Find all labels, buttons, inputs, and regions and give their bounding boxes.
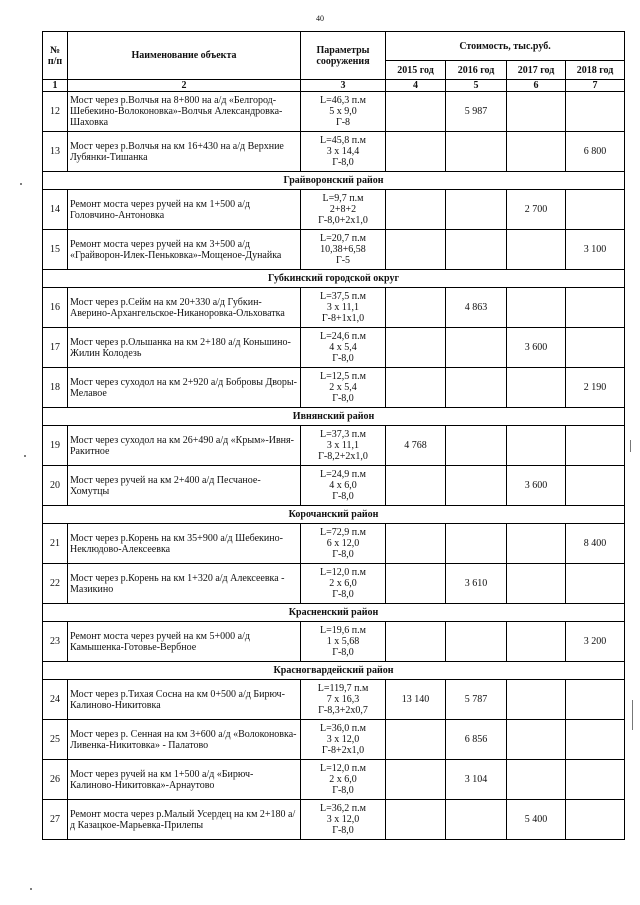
table-row <box>43 288 625 328</box>
cost-2018: 6 800 <box>566 132 625 172</box>
table-row <box>43 622 625 662</box>
cost-2017 <box>507 426 566 466</box>
cost-2017 <box>507 92 566 132</box>
row-number: 21 <box>43 524 68 564</box>
cost-2018 <box>566 800 625 840</box>
cost-2016: 3 104 <box>446 760 507 800</box>
column-number: 4 <box>386 80 446 92</box>
cost-2015 <box>386 760 446 800</box>
table-row <box>43 800 625 840</box>
object-name: Мост через р.Сейм на км 20+330 а/д Губкин-Аверино-Архангельское-Никаноровка-Ольховатка <box>68 288 301 328</box>
cost-2016 <box>446 800 507 840</box>
district-row <box>43 506 625 524</box>
cost-2018 <box>566 288 625 328</box>
cost-2018: 2 190 <box>566 368 625 408</box>
cost-2015 <box>386 800 446 840</box>
structure-parameters <box>301 288 386 328</box>
parameter-line: Г-8,0 <box>332 353 354 364</box>
row-number: 13 <box>43 132 68 172</box>
column-number: 1 <box>43 80 68 92</box>
object-name: Мост через р.Волчья на 8+800 на а/д «Белгород-Шебекино-Волоконовка»-Волчья Александровка-Шаховка <box>68 92 301 132</box>
row-number: 27 <box>43 800 68 840</box>
cost-2016: 6 856 <box>446 720 507 760</box>
district-row <box>43 270 625 288</box>
cost-2015 <box>386 92 446 132</box>
scan-speck <box>24 455 26 457</box>
row-number: 24 <box>43 680 68 720</box>
parameter-line: 10,38+6,58 <box>320 244 366 255</box>
column-number: 6 <box>507 80 566 92</box>
parameter-line: Г-8,0 <box>332 589 354 600</box>
cost-2016: 4 863 <box>446 288 507 328</box>
bridges-cost-table <box>42 31 625 840</box>
parameter-line: Г-8,0 <box>332 491 354 502</box>
parameter-line: L=24,6 п.м <box>320 331 366 342</box>
row-number: 26 <box>43 760 68 800</box>
header-cost: Стоимость, тыс.руб. <box>386 32 625 61</box>
cost-2016: 5 787 <box>446 680 507 720</box>
parameter-line: L=119,7 п.м <box>317 683 369 694</box>
object-name: Ремонт моста через р.Малый Усердец на км 2+180 а/д Казацкое-Марьевка-Прилепы <box>68 800 301 840</box>
structure-parameters <box>301 720 386 760</box>
header-year-2018: 2018 год <box>566 61 625 80</box>
parameter-line: 7 x 16,3 <box>326 694 360 705</box>
cost-2016 <box>446 132 507 172</box>
cost-2015 <box>386 524 446 564</box>
cost-2018 <box>566 760 625 800</box>
cost-2018 <box>566 680 625 720</box>
parameter-line: L=20,7 п.м <box>320 233 366 244</box>
structure-parameters <box>301 426 386 466</box>
district-row <box>43 172 625 190</box>
parameter-line: L=45,8 п.м <box>320 135 366 146</box>
header-year-2017: 2017 год <box>507 61 566 80</box>
cost-2015 <box>386 132 446 172</box>
structure-parameters <box>301 680 386 720</box>
table-row <box>43 720 625 760</box>
table-row <box>43 132 625 172</box>
cost-2016 <box>446 524 507 564</box>
object-name: Мост через р.Корень на км 1+320 а/д Алексеевка - Мазикино <box>68 564 301 604</box>
structure-parameters <box>301 92 386 132</box>
column-number: 3 <box>301 80 386 92</box>
parameter-line: L=19,6 п.м <box>320 625 366 636</box>
object-name: Мост через ручей на км 1+500 а/д «Бирюч-Калиново-Никитовка»-Арнаутово <box>68 760 301 800</box>
parameter-line: L=12,5 п.м <box>320 371 366 382</box>
structure-parameters <box>301 190 386 230</box>
page-number: 40 <box>316 14 324 23</box>
cost-2018: 3 200 <box>566 622 625 662</box>
object-name: Мост через р. Сенная на км 3+600 а/д «Волоконовка-Ливенка-Никитовка» - Палатово <box>68 720 301 760</box>
district-row <box>43 408 625 426</box>
column-number: 7 <box>566 80 625 92</box>
cost-2017 <box>507 680 566 720</box>
header-year-2016: 2016 год <box>446 61 507 80</box>
table-row <box>43 760 625 800</box>
cost-2016: 5 987 <box>446 92 507 132</box>
parameter-line: Г-8,0 <box>332 549 354 560</box>
cost-2016 <box>446 230 507 270</box>
structure-parameters <box>301 622 386 662</box>
cost-2016 <box>446 368 507 408</box>
header-number: № п/п <box>43 32 68 80</box>
structure-parameters <box>301 800 386 840</box>
parameter-line: L=37,3 п.м <box>320 429 366 440</box>
row-number: 12 <box>43 92 68 132</box>
cost-2018 <box>566 190 625 230</box>
parameter-line: L=12,0 п.м <box>320 567 366 578</box>
row-number: 14 <box>43 190 68 230</box>
cost-2015 <box>386 564 446 604</box>
cost-2015 <box>386 622 446 662</box>
district-row <box>43 662 625 680</box>
cost-2017 <box>507 230 566 270</box>
parameter-line: Г-8+1x1,0 <box>321 313 365 324</box>
parameter-line: 4 x 6,0 <box>329 480 357 491</box>
parameter-line: Г-8,3+2x0,7 <box>318 705 368 716</box>
object-name: Ремонт моста через ручей на км 1+500 а/д Головчино-Антоновка <box>68 190 301 230</box>
parameter-line: Г-8,0 <box>332 157 354 168</box>
cost-2016 <box>446 328 507 368</box>
object-name: Мост через р.Тихая Сосна на км 0+500 а/д Бирюч-Калиново-Никитовка <box>68 680 301 720</box>
parameter-line: L=9,7 п.м <box>322 193 364 204</box>
cost-2015 <box>386 190 446 230</box>
cost-2017: 2 700 <box>507 190 566 230</box>
parameter-line: 6 x 12,0 <box>326 538 360 549</box>
cost-2016 <box>446 622 507 662</box>
parameter-line: Г-8,0 <box>332 785 354 796</box>
row-number: 22 <box>43 564 68 604</box>
table-row <box>43 230 625 270</box>
header-year-2015: 2015 год <box>386 61 446 80</box>
scan-speck <box>20 183 22 185</box>
district-name: Корочанский район <box>43 506 625 524</box>
structure-parameters <box>301 368 386 408</box>
parameter-line: 3 x 14,4 <box>326 146 360 157</box>
parameter-line: Г-8,2+2x1,0 <box>318 451 368 462</box>
cost-2017: 3 600 <box>507 328 566 368</box>
cost-2017: 3 600 <box>507 466 566 506</box>
cost-2017 <box>507 132 566 172</box>
cost-2017 <box>507 720 566 760</box>
table-row <box>43 680 625 720</box>
parameter-line: 3 x 11,1 <box>326 302 360 313</box>
table-body <box>43 92 625 840</box>
cost-2017 <box>507 564 566 604</box>
parameter-line: 3 x 12,0 <box>326 734 360 745</box>
header-object-name: Наименование объекта <box>68 32 301 80</box>
cost-2018 <box>566 92 625 132</box>
parameter-line: L=12,0 п.м <box>320 763 366 774</box>
row-number: 19 <box>43 426 68 466</box>
parameter-line: 2 x 6,0 <box>329 578 357 589</box>
parameter-line: L=37,5 п.м <box>320 291 366 302</box>
cost-2017 <box>507 622 566 662</box>
row-number: 23 <box>43 622 68 662</box>
parameter-line: L=24,9 п.м <box>320 469 366 480</box>
parameter-line: 2 x 6,0 <box>329 774 357 785</box>
parameter-line: Г-8+2x1,0 <box>321 745 365 756</box>
scan-mark <box>632 700 633 730</box>
table-row <box>43 426 625 466</box>
cost-2015 <box>386 466 446 506</box>
parameter-line: L=36,2 п.м <box>320 803 366 814</box>
structure-parameters <box>301 132 386 172</box>
object-name: Мост через р.Корень на км 35+900 а/д Шебекино-Неклюдово-Алексеевка <box>68 524 301 564</box>
district-name: Красногвардейский район <box>43 662 625 680</box>
cost-2017 <box>507 288 566 328</box>
cost-2015 <box>386 368 446 408</box>
parameter-line: 3 x 12,0 <box>326 814 360 825</box>
parameter-line: 4 x 5,4 <box>329 342 357 353</box>
structure-parameters <box>301 564 386 604</box>
cost-2018 <box>566 328 625 368</box>
parameter-line: Г-8,0 <box>332 647 354 658</box>
row-number: 18 <box>43 368 68 408</box>
scan-speck <box>30 888 32 890</box>
object-name: Мост через суходол на км 26+490 а/д «Крым»-Ивня-Ракитное <box>68 426 301 466</box>
structure-parameters <box>301 524 386 564</box>
cost-2018 <box>566 466 625 506</box>
table-row <box>43 564 625 604</box>
object-name: Мост через р.Ольшанка на км 2+180 а/д Коньшино-Жилин Колодезь <box>68 328 301 368</box>
cost-2017: 5 400 <box>507 800 566 840</box>
cost-2018: 3 100 <box>566 230 625 270</box>
district-name: Ивнянский район <box>43 408 625 426</box>
object-name: Ремонт моста через ручей на км 3+500 а/д «Грайворон-Илек-Пеньковка»-Мощеное-Дунайка <box>68 230 301 270</box>
cost-2015: 13 140 <box>386 680 446 720</box>
cost-2016 <box>446 190 507 230</box>
table-row <box>43 92 625 132</box>
parameter-line: 5 x 9,0 <box>329 106 357 117</box>
cost-2016: 3 610 <box>446 564 507 604</box>
table-row <box>43 466 625 506</box>
cost-2015: 4 768 <box>386 426 446 466</box>
row-number: 20 <box>43 466 68 506</box>
parameter-line: L=46,3 п.м <box>320 95 366 106</box>
column-number: 5 <box>446 80 507 92</box>
row-number: 17 <box>43 328 68 368</box>
table-row <box>43 190 625 230</box>
district-name: Красненский район <box>43 604 625 622</box>
table-row <box>43 328 625 368</box>
cost-2015 <box>386 230 446 270</box>
object-name: Мост через р.Волчья на км 16+430 на а/д Верхние Лубянки-Тишанка <box>68 132 301 172</box>
cost-2015 <box>386 288 446 328</box>
parameter-line: Г-8,0 <box>332 825 354 836</box>
structure-parameters <box>301 466 386 506</box>
header-parameters: Параметры сооружения <box>301 32 386 80</box>
cost-2017 <box>507 524 566 564</box>
parameter-line: Г-8,0 <box>332 393 354 404</box>
column-number: 2 <box>68 80 301 92</box>
cost-2018 <box>566 720 625 760</box>
row-number: 16 <box>43 288 68 328</box>
district-name: Грайворонский район <box>43 172 625 190</box>
parameter-line: Г-8 <box>335 117 351 128</box>
cost-2018 <box>566 426 625 466</box>
cost-2015 <box>386 720 446 760</box>
parameter-line: L=36,0 п.м <box>320 723 366 734</box>
object-name: Мост через ручей на км 2+400 а/д Песчаное-Хомутцы <box>68 466 301 506</box>
object-name: Мост через суходол на км 2+920 а/д Бобровы Дворы-Мелавое <box>68 368 301 408</box>
parameter-line: L=72,9 п.м <box>320 527 366 538</box>
row-number: 15 <box>43 230 68 270</box>
cost-2018: 8 400 <box>566 524 625 564</box>
structure-parameters <box>301 328 386 368</box>
parameter-line: Г-8,0+2x1,0 <box>318 215 368 226</box>
district-name: Губкинский городской округ <box>43 270 625 288</box>
parameter-line: Г-5 <box>335 255 351 266</box>
parameter-line: 3 x 11,1 <box>326 440 360 451</box>
table-row <box>43 524 625 564</box>
parameter-line: 1 x 5,68 <box>326 636 360 647</box>
cost-2017 <box>507 368 566 408</box>
parameter-line: 2 x 5,4 <box>329 382 357 393</box>
structure-parameters <box>301 760 386 800</box>
scan-mark <box>630 440 631 452</box>
cost-2015 <box>386 328 446 368</box>
table-row <box>43 368 625 408</box>
parameter-line: 2+8+2 <box>329 204 357 215</box>
row-number: 25 <box>43 720 68 760</box>
cost-2018 <box>566 564 625 604</box>
district-row <box>43 604 625 622</box>
structure-parameters <box>301 230 386 270</box>
object-name: Ремонт моста через ручей на км 5+000 а/д Камышенка-Готовье-Вербное <box>68 622 301 662</box>
cost-2017 <box>507 760 566 800</box>
cost-2016 <box>446 426 507 466</box>
cost-2016 <box>446 466 507 506</box>
